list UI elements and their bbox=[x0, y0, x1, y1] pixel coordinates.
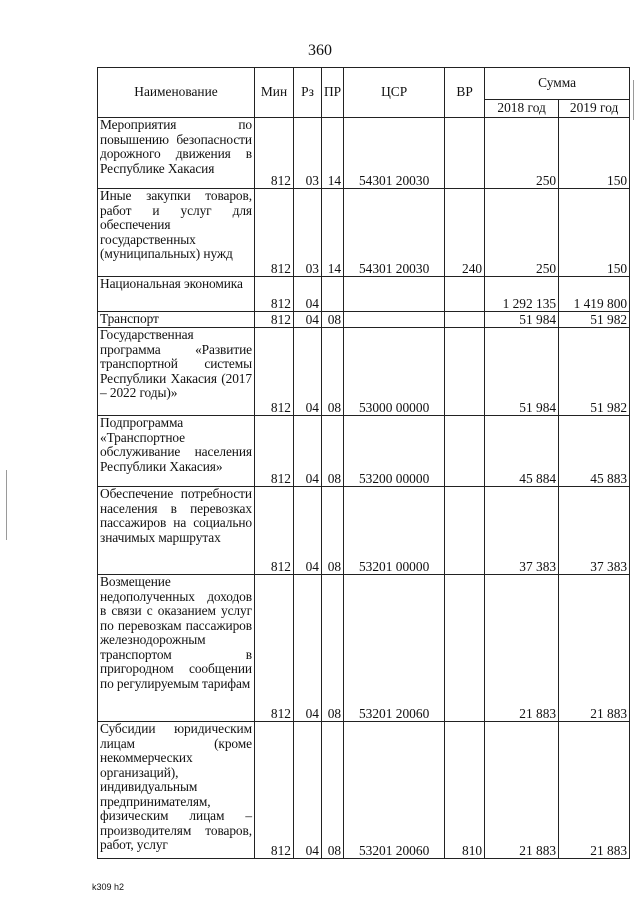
row-csr: 54301 20030 bbox=[344, 189, 445, 277]
row-amount-2018: 51 984 bbox=[485, 328, 559, 416]
row-pr: 08 bbox=[322, 312, 344, 328]
row-rz: 03 bbox=[294, 189, 322, 277]
row-amount-2019: 1 419 800 bbox=[559, 277, 630, 312]
row-amount-2018: 51 984 bbox=[485, 312, 559, 328]
row-name: Субсидии юридическим лицам (кроме некоммерческих организаций), индивидуальным предпринимателям, физическим лицам – производителям товаров, работ, услуг bbox=[98, 722, 255, 859]
row-amount-2019: 150 bbox=[559, 189, 630, 277]
row-pr: 08 bbox=[322, 575, 344, 722]
row-amount-2018: 250 bbox=[485, 118, 559, 189]
row-csr: 53000 00000 bbox=[344, 328, 445, 416]
row-name: Транспорт bbox=[98, 312, 255, 328]
row-amount-2018: 45 884 bbox=[485, 416, 559, 487]
row-rz: 04 bbox=[294, 722, 322, 859]
row-min: 812 bbox=[255, 328, 294, 416]
header-name: Наименование bbox=[98, 68, 255, 118]
row-pr: 08 bbox=[322, 328, 344, 416]
header-min: Мин bbox=[255, 68, 294, 118]
table-row bbox=[98, 328, 630, 416]
row-min: 812 bbox=[255, 722, 294, 859]
row-vr bbox=[445, 312, 485, 328]
table-row bbox=[98, 189, 630, 277]
row-csr bbox=[344, 312, 445, 328]
row-amount-2019: 51 982 bbox=[559, 312, 630, 328]
row-csr: 54301 20030 bbox=[344, 118, 445, 189]
row-pr: 14 bbox=[322, 189, 344, 277]
row-name: Государственная программа «Развитие транспортной системы Республики Хакасия (2017 – 2022 годы)» bbox=[98, 328, 255, 416]
table-row bbox=[98, 487, 630, 575]
row-vr bbox=[445, 575, 485, 722]
row-min: 812 bbox=[255, 312, 294, 328]
table-row bbox=[98, 416, 630, 487]
row-amount-2019: 21 883 bbox=[559, 722, 630, 859]
table-row bbox=[98, 575, 630, 722]
row-rz: 04 bbox=[294, 575, 322, 722]
row-amount-2019: 37 383 bbox=[559, 487, 630, 575]
table-row bbox=[98, 722, 630, 859]
row-rz: 04 bbox=[294, 416, 322, 487]
row-rz: 04 bbox=[294, 328, 322, 416]
row-min: 812 bbox=[255, 416, 294, 487]
header-rz: Рз bbox=[294, 68, 322, 118]
row-vr bbox=[445, 118, 485, 189]
row-csr: 53201 20060 bbox=[344, 722, 445, 859]
row-min: 812 bbox=[255, 189, 294, 277]
row-amount-2018: 250 bbox=[485, 189, 559, 277]
page-number: 360 bbox=[308, 42, 332, 59]
row-amount-2018: 21 883 bbox=[485, 575, 559, 722]
row-csr: 53200 00000 bbox=[344, 416, 445, 487]
row-name: Мероприятия по повышению безопасности дорожного движения в Республике Хакасия bbox=[98, 118, 255, 189]
header-vr: ВР bbox=[445, 68, 485, 118]
row-min: 812 bbox=[255, 575, 294, 722]
row-amount-2019: 21 883 bbox=[559, 575, 630, 722]
header-pr: ПР bbox=[322, 68, 344, 118]
row-pr: 08 bbox=[322, 416, 344, 487]
row-csr bbox=[344, 277, 445, 312]
row-min: 812 bbox=[255, 118, 294, 189]
row-vr: 240 bbox=[445, 189, 485, 277]
table-row bbox=[98, 118, 630, 189]
row-name: Подпрограмма «Транспортное обслуживание населения Республики Хакасия» bbox=[98, 416, 255, 487]
header-csr: ЦСР bbox=[344, 68, 445, 118]
row-vr bbox=[445, 416, 485, 487]
row-name: Национальная экономика bbox=[98, 277, 255, 312]
row-pr: 08 bbox=[322, 722, 344, 859]
budget-table bbox=[97, 67, 630, 859]
row-amount-2018: 1 292 135 bbox=[485, 277, 559, 312]
row-rz: 03 bbox=[294, 118, 322, 189]
header-sum: Сумма bbox=[485, 68, 630, 100]
row-amount-2018: 37 383 bbox=[485, 487, 559, 575]
scan-edge-mark bbox=[6, 470, 7, 540]
row-vr: 810 bbox=[445, 722, 485, 859]
header-year-2018: 2018 год bbox=[485, 100, 559, 118]
table-row bbox=[98, 312, 630, 328]
row-name: Возмещение недополученных доходов в связи с оказанием услуг по перевозкам пассажиров железнодорожным транспортом в пригородном сообщении по регулируемым тарифам bbox=[98, 575, 255, 722]
footer-code: k309 h2 bbox=[92, 882, 125, 892]
row-min: 812 bbox=[255, 487, 294, 575]
row-rz: 04 bbox=[294, 277, 322, 312]
row-amount-2019: 45 883 bbox=[559, 416, 630, 487]
row-name: Обеспечение потребности населения в перевозках пассажиров на социально значимых маршрутах bbox=[98, 487, 255, 575]
row-csr: 53201 20060 bbox=[344, 575, 445, 722]
row-vr bbox=[445, 487, 485, 575]
row-amount-2019: 150 bbox=[559, 118, 630, 189]
header-year-2019: 2019 год bbox=[559, 100, 630, 118]
table-row bbox=[98, 277, 630, 312]
row-pr: 14 bbox=[322, 118, 344, 189]
row-csr: 53201 00000 bbox=[344, 487, 445, 575]
row-vr bbox=[445, 328, 485, 416]
row-amount-2019: 51 982 bbox=[559, 328, 630, 416]
row-rz: 04 bbox=[294, 487, 322, 575]
row-rz: 04 bbox=[294, 312, 322, 328]
row-pr: 08 bbox=[322, 487, 344, 575]
row-vr bbox=[445, 277, 485, 312]
row-amount-2018: 21 883 bbox=[485, 722, 559, 859]
row-name: Иные закупки товаров, работ и услуг для обеспечения государственных (муниципальных) нужд bbox=[98, 189, 255, 277]
row-pr bbox=[322, 277, 344, 312]
scan-edge-mark bbox=[633, 80, 634, 120]
row-min: 812 bbox=[255, 277, 294, 312]
